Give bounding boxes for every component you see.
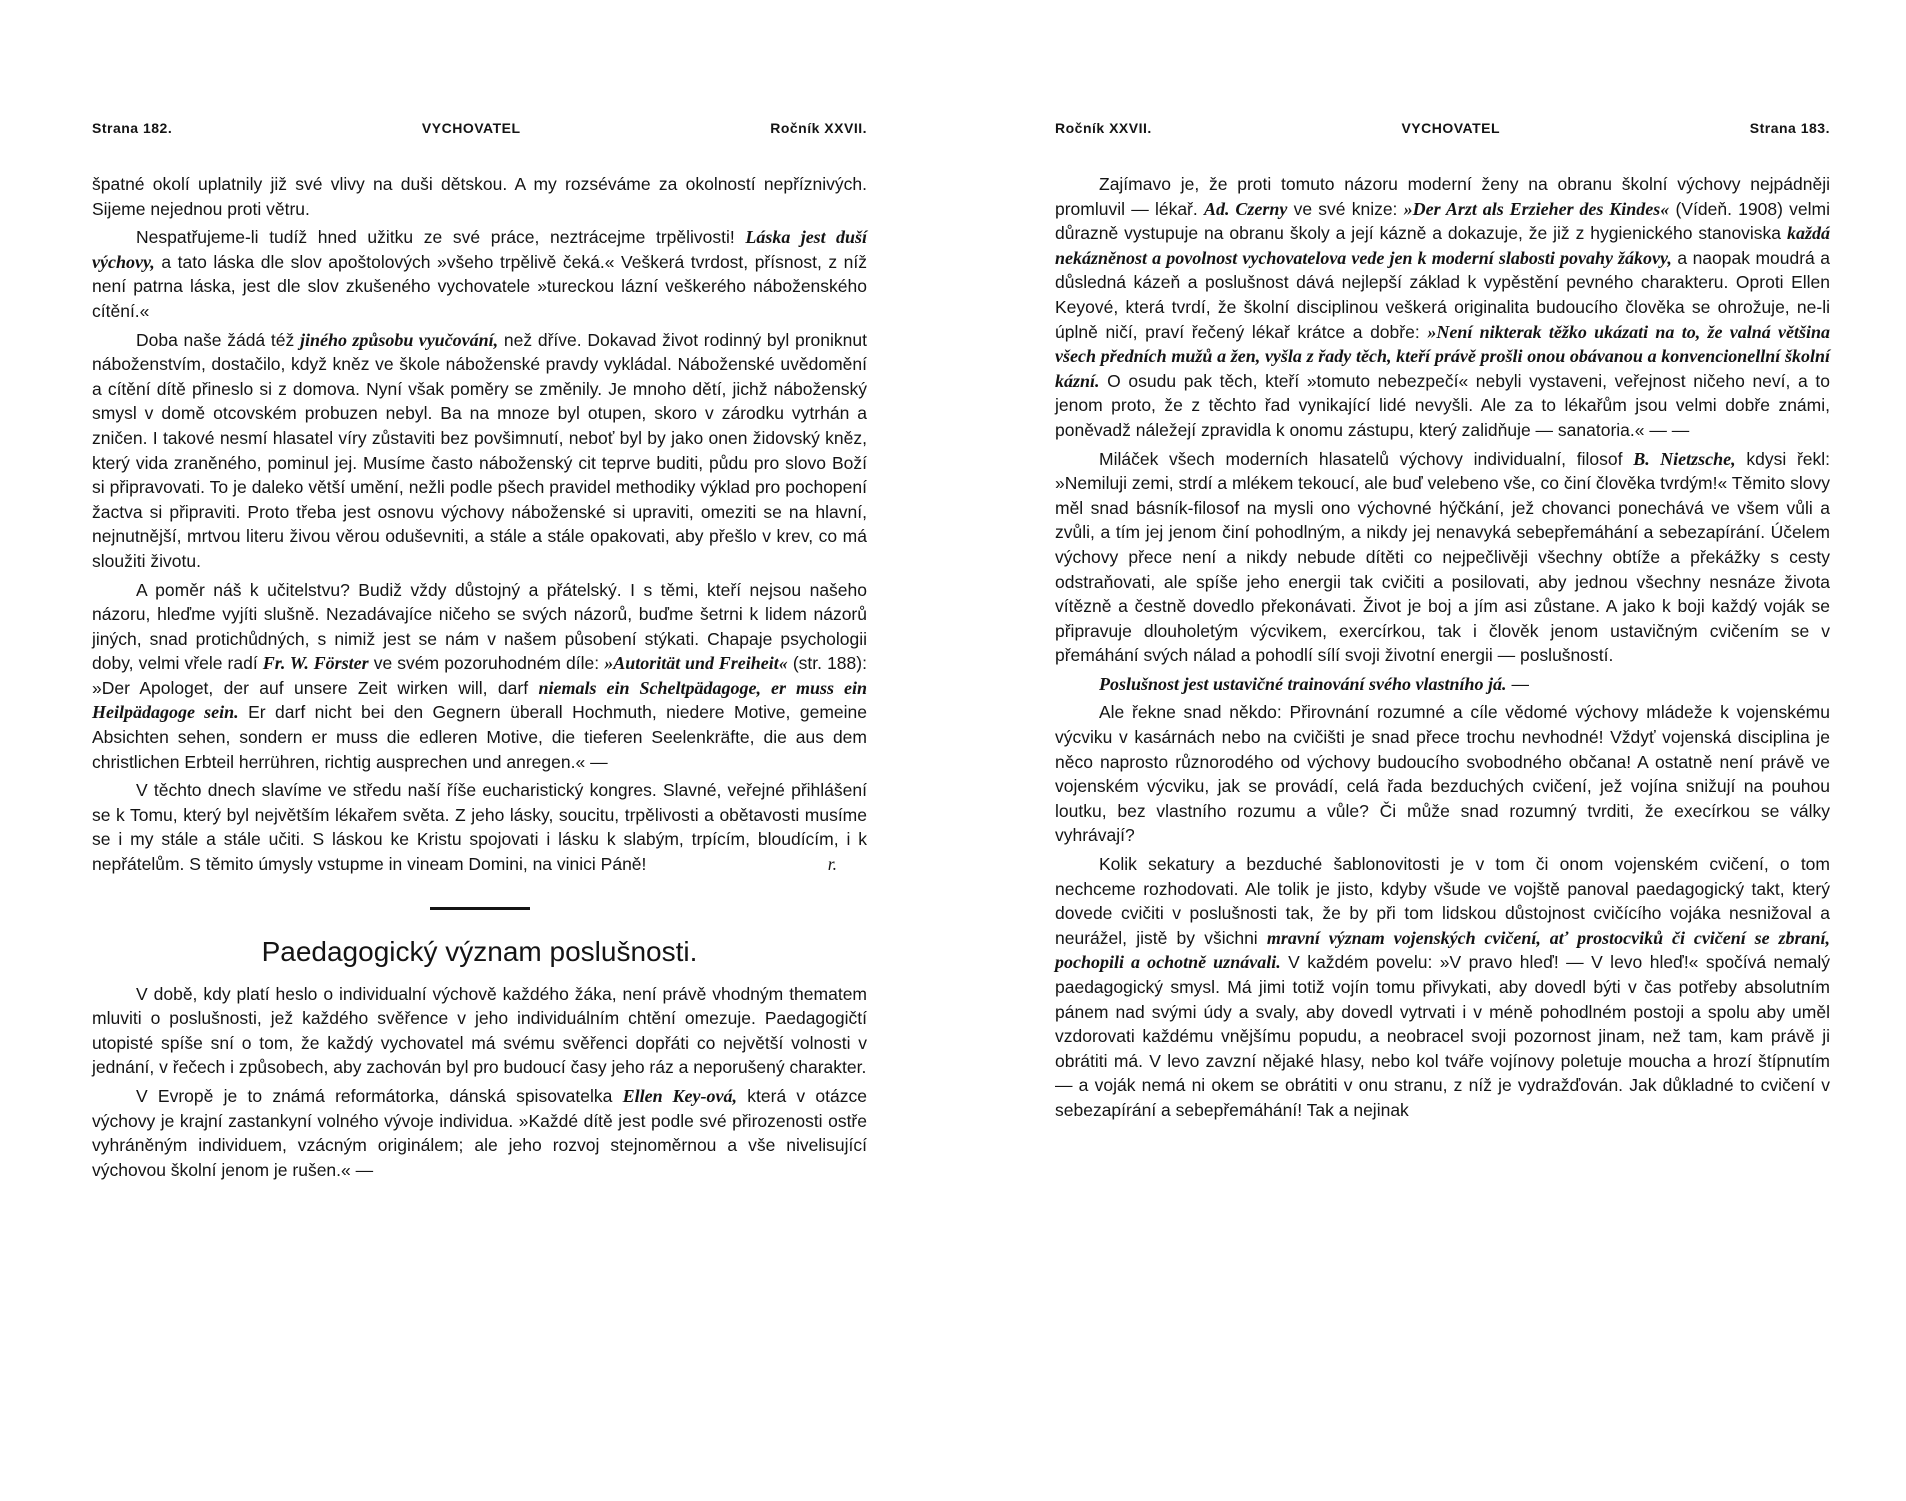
paragraph: V Evropě je to známá reformátorka, dánská spisovatelka Ellen Key-ová, která v otázce výchovy je krajní zastankyní volného vývoje individua. »Každé dítě jest podle své přirozenosti ostře vyhráněným individuem, vzácným originálem; ale jeho rozvoj stejnoměrnou a vše nivelisující výchovou školní jenom je rušen.« — xyxy=(92,1086,867,1180)
section-divider xyxy=(430,907,530,910)
paragraph: Miláček všech moderních hlasatelů výchovy individualní, filosof B. Nietzsche, kdysi řekl: »Nemiluji zemi, strdí a mlékem tekoucí, ale buď velebeno vše, co činí člověka tvrdým!« Těmito slovy měl snad básník-filosof na mysli ono výchovné hýčkání, jež chovanci ponechává ve všem vůli a zvůli, a tím jej jenom činí pohodlným, a nikdy jej nenavyká sebepřemáhání a sebezapírání. Účelem výchovy přece není a nikdy nebude dítěti co nejpečlivěji všechny obtíže a překážky s cesty odstraňovati, ale spíše jeho energii tak cvičiti a posilovati, aby jednou všechny nesnáze života vítězně a čestně dovedlo překonávati. Život je boj a jím asi zůstane. A jako k boji každý voják se připravuje dlouholetým výcvikem, exercírkou, tak i člověk jenom ustavičným cvičením se v přemáhání svých nálad a pohodlí sílí svoji životní energii — poslušností. xyxy=(1055,448,1831,666)
right-volume: Ročník XXVII. xyxy=(1055,120,1152,136)
left-page-header xyxy=(92,120,867,136)
left-column xyxy=(92,172,867,1186)
paragraph: špatné okolí uplatnily již své vlivy na duši dětskou. A my rozséváme za okolností nepříznivých. Sijeme nejednou proti větru. xyxy=(92,174,867,219)
left-page-number: Strana 182. xyxy=(92,120,173,136)
paragraph: Doba naše žádá též jiného způsobu vyučování, než dříve. Dokavad život rodinný byl proniknut náboženstvím, dostačilo, když kněz ve škole náboženské pravdy vykládal. Náboženské uvědomění a cítění dítě přineslo si z domova. Nyní však poměry se změnily. Je mnoho dětí, jichž náboženský smysl v domě otcovském probuzen nebyl. Ba na mnoze byl otupen, skoro v zárodku vytrhán a zničen. I takové nesmí hlasatel víry zůstaviti bez povšimnutí, neboť byl by jako onen židovský kněz, který vida zraněného, pominul jej. Musíme často náboženský cit teprve buditi, půdu pro slovo Boží si připravovati. To je daleko větší umění, nežli podle pšech pravidel methodiky výklad pro pochopení žactva si připraviti. Proto třeba jest osnovu výchovy náboženské si upraviti, omeziti se na hlavní, nejnutnější, mrtvou literu živou věrou oduševniti, a stále a stále opakovati, aby přešlo v krev, co má sloužiti životu. xyxy=(92,329,867,571)
paragraph: A poměr náš k učitelstvu? Budiž vždy důstojný a přátelský. I s těmi, kteří nejsou našeho názoru, hleďme vyjíti slušně. Nezadávajíce ničeho se svých názorů, buďme šetrni k lidem názorů jiných, snad protichůdných, s nimiž jest se nám v našem působení stýkati. Chapaje psychologii doby, velmi vřele radí Fr. W. Förster ve svém pozoruhodném díle: »Autorität und Freiheit« (str. 188): »Der Apologet, der auf unsere Zeit wirken will, darf niemals ein Scheltpädagoge, er muss ein Heilpädagoge sein. Er darf nicht bei den Gegnern überall Hochmuth, niedere Motive, gemeine Absichten sehen, sondern er muss die edleren Motive, die tieferen Seelenkräfte, die aus dem christlichen Erbteil herrühren, richtig ausprechen und anregen.« — xyxy=(92,579,867,772)
paragraph: Ale řekne snad někdo: Přirovnání rozumné a cíle vědomé výchovy mládeže k vojenskému výcviku v kasárnách nebo na cvičišti je snad přece trochu nevhodné! Vždyť vojenská disciplina je něco naprosto různorodého od výchovy budoucího svobodného občana! A ostatně není právě ve vojenském výcviku, jak se provádí, celá řada bezduchých cvičení, jež vojína snižují na pouhou loutku, bez vlastního rozumu a vůle? Či může snad rozumný tvrditi, že execírkou se války vyhrávají? xyxy=(1055,702,1830,846)
right-page-header xyxy=(1055,120,1830,136)
signature: r. xyxy=(827,854,837,875)
left-journal-title: VYCHOVATEL xyxy=(421,120,521,136)
paragraph: Kolik sekatury a bezduché šablonovitosti je v tom či onom vojenském cvičení, o tom nechceme rozhodovati. Ale tolik je jisto, kdyby všude ve vojště panoval paedagogický takt, který dovede cvičiti v poslušnosti tak, že by při tom lidskou důstojnost cvičícího vojáka nesnižoval a neurážel, jistě by všichni mravní význam vojenských cvičení, ať prostocviků či cvičení se zbraní, pochopili a ochotně uznávali. V každém povelu: »V pravo hleď! — V levo hleď!« spočívá nemalý paedagogický smysl. Má jimi totiž vojín tomu přivykati, aby dovedl býti v čas potřeby absolutním pánem nad svými údy a svaly, aby dovedl vytrvati i v méně pohodlném postoji a spolu aby uměl vzdorovati každému vnějšímu popudu, a neobracel svoji pozornost jinam, než tam, kam právě ji obrátiti má. V levo zavzní nějaké hlasy, nebo kol tváře vojínovy poletuje moucha a hrozí štípnutím — a voják nemá ni okem se obrátiti v onu stranu, z níž je vydražďován. Jak důkladné to cvičení v sebezapírání a sebepřemáhání! Tak a nejinak xyxy=(1055,854,1830,1120)
right-page-number: Strana 183. xyxy=(1749,120,1830,136)
paragraph: Poslušnost jest ustavičné trainování svého vlastního já. — xyxy=(1099,673,1529,694)
paragraph: Zajímavo je, že proti tomuto názoru moderní ženy na obranu školní výchovy nejpádněji promluvil — lékař. Ad. Czerny ve své knize: »Der Arzt als Erzieher des Kindes« (Vídeň. 1908) velmi důrazně vystupuje na obranu školy a její kázně a dokazuje, že již z hygienického stanoviska každá nekázněnost a povolnost vychovatelova vede jen k moderní slabosti povahy žákovy, a naopak moudrá a důsledná kázeň a poslušnost dává nejlepší základ k vypěstění pevného charakteru. Oproti Ellen Keyové, která tvrdí, že školní disciplinou veškerá originalita budoucího člověka se ohrožuje, ne-li úplně ničí, praví řečený lékař krátce a dobře: »Není nikterak těžko ukázati na to, že valná většina všech předních mužů a žen, vyšla z řady těch, kteří právě prošli onou obávanou a konvencionellní školní kázní. O osudu pak těch, kteří »tomuto nebezpečí« nebyli vystaveni, veřejnost ničeho neví, a to jenom proto, že z těchto řad vynikající lidé nevyšli. Ale za to lékařům jsou velmi dobře známi, poněvadž náležejí zpravidla k onomu zástupu, který zalidňuje — sanatoria.« — — xyxy=(1055,174,1830,440)
article-title: Paedagogický význam poslušnosti. xyxy=(261,935,698,967)
left-volume: Ročník XXVII. xyxy=(770,120,867,136)
right-journal-title: VYCHOVATEL xyxy=(1401,120,1501,136)
paragraph: V době, kdy platí heslo o individualní výchově každého žáka, není právě vhodným thematem mluviti o poslušnosti, jež každého svěřence v jeho individuálním chtění omezuje. Paedagogičtí utopisté spíše sní o tom, že každý vychovatel má svému svěřenci dopřáti co největší volnosti v jednání, v řečech i způsobech, aby zachován byl pro budoucí časy jeho ráz a neporušený charakter. xyxy=(92,983,867,1078)
right-column xyxy=(1055,172,1830,1127)
paragraph: V těchto dnech slavíme ve středu naší říše eucharistický kongres. Slavné, veřejné přihlášení se k Tomu, který byl největším lékařem světa. Z jeho lásky, soucitu, trpělivosti a obětavosti musíme se i my stále a stále učiti. S láskou ke Kristu spojovati i lásku k slabým, trpícím, bloudícím, i k nepřátelům. S těmito úmysly vstupme in vineam Domini, na vinici Páně! r. xyxy=(92,778,867,876)
right-page xyxy=(953,0,1906,1501)
paragraph: Nespatřujeme-li tudíž hned užitku ze své práce, neztrácejme trpělivosti! Láska jest duší výchovy, a tato láska dle slov apoštolových »všeho trpělivě čeká.« Veškerá tvrdost, přísnost, z níž není patrna láska, jest dle slov zkušeného vychovatele »tureckou lázní veškerého náboženského cítění.« xyxy=(92,227,867,321)
